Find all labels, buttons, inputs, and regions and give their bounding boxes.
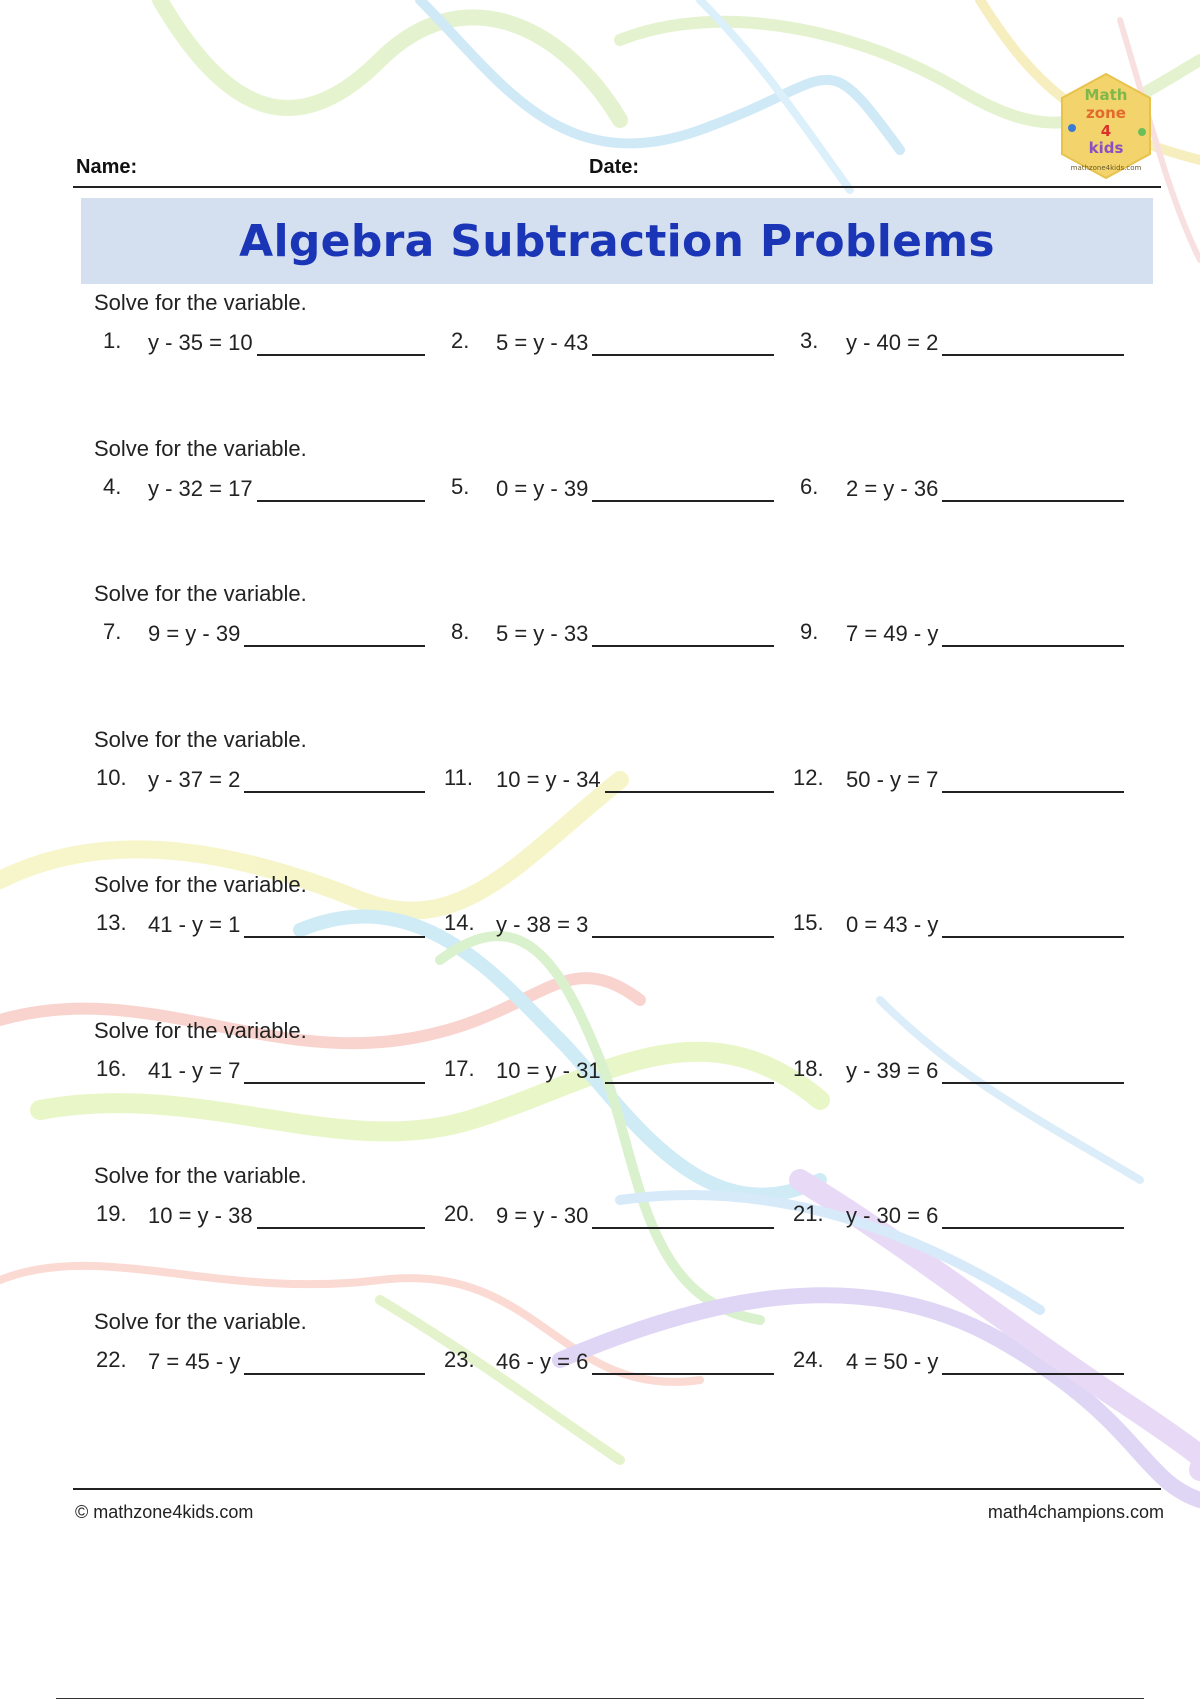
problem-equation: 4 = 50 - y: [846, 1348, 939, 1374]
answer-line[interactable]: [605, 1082, 774, 1084]
svg-text:Math: Math: [1084, 86, 1128, 104]
instruction-text: Solve for the variable.: [94, 872, 307, 897]
problem-number: 2.: [451, 328, 470, 353]
mathzone4kids-logo: [1058, 72, 1154, 180]
answer-line[interactable]: [592, 1227, 774, 1229]
problem-equation: 5 = y - 43: [496, 330, 589, 355]
problem-number: 8.: [451, 619, 470, 644]
problem-number: 23.: [444, 1346, 475, 1372]
problem-section: [0, 1018, 1200, 1158]
problem-equation: 5 = y - 33: [496, 621, 589, 646]
answer-line[interactable]: [942, 354, 1124, 356]
answer-line[interactable]: [942, 791, 1124, 793]
problem-item: [96, 1347, 425, 1387]
problem-number: 15.: [793, 910, 824, 935]
date-label: Date:: [589, 156, 640, 178]
problem-equation: 2 = y - 36: [846, 475, 939, 501]
problem-equation: y - 30 = 6: [846, 1203, 939, 1228]
problem-equation: 41 - y = 7: [148, 1057, 241, 1083]
problem-number: 22.: [96, 1346, 127, 1372]
title-banner: [81, 198, 1153, 284]
problem-section: [0, 727, 1200, 867]
problem-number: 9.: [800, 619, 819, 644]
answer-line[interactable]: [244, 1373, 425, 1375]
problem-number: 4.: [103, 473, 122, 499]
problem-equation: 7 = 49 - y: [846, 621, 939, 646]
problem-item: [451, 619, 774, 659]
problem-item: [103, 328, 425, 368]
header-rule: [73, 186, 1161, 188]
problem-item: [444, 910, 774, 950]
problem-equation: 10 = y - 34: [496, 766, 601, 792]
problem-item: [96, 765, 425, 805]
problem-number: 1.: [103, 328, 122, 353]
problem-item: [451, 328, 774, 368]
instruction-text: Solve for the variable.: [94, 1163, 307, 1188]
problem-equation: 7 = 45 - y: [148, 1348, 241, 1374]
problem-item: [103, 619, 425, 659]
answer-line[interactable]: [942, 500, 1124, 502]
problem-number: 13.: [96, 910, 127, 935]
problem-number: 12.: [793, 764, 824, 790]
problem-section: [0, 1309, 1200, 1449]
problem-item: [444, 1347, 774, 1387]
problem-equation: y - 37 = 2: [148, 766, 241, 792]
problem-equation: y - 35 = 10: [148, 330, 253, 355]
answer-line[interactable]: [257, 354, 425, 356]
answer-line[interactable]: [592, 354, 774, 356]
problem-equation: y - 38 = 3: [496, 912, 589, 937]
problem-item: [96, 910, 425, 950]
problem-item: [800, 328, 1124, 368]
name-label: Name:: [76, 156, 138, 178]
problem-item: [793, 765, 1124, 805]
instruction-text: Solve for the variable.: [94, 581, 307, 606]
answer-line[interactable]: [605, 791, 774, 793]
problem-equation: 10 = y - 31: [496, 1057, 601, 1083]
problem-item: [444, 765, 774, 805]
instruction-text: Solve for the variable.: [94, 1017, 307, 1043]
problem-number: 21.: [793, 1201, 824, 1226]
problem-equation: 41 - y = 1: [148, 912, 241, 937]
problem-section: [0, 581, 1200, 721]
answer-line[interactable]: [942, 645, 1124, 647]
problem-equation: 9 = y - 39: [148, 621, 241, 646]
answer-line[interactable]: [942, 1227, 1124, 1229]
problem-item: [96, 1056, 425, 1096]
problem-section: [0, 436, 1200, 576]
answer-line[interactable]: [592, 936, 774, 938]
problem-number: 3.: [800, 328, 819, 353]
problem-equation: 46 - y = 6: [496, 1348, 589, 1374]
problem-section: [0, 872, 1200, 1012]
problem-number: 5.: [451, 473, 470, 499]
problem-number: 20.: [444, 1201, 475, 1226]
instruction-text: Solve for the variable.: [94, 726, 307, 752]
answer-line[interactable]: [244, 645, 425, 647]
svg-text:kids: kids: [1088, 139, 1124, 157]
svg-text:zone: zone: [1086, 104, 1126, 122]
problem-number: 17.: [444, 1055, 475, 1081]
answer-line[interactable]: [942, 936, 1124, 938]
problem-item: [103, 474, 425, 514]
problem-item: [444, 1056, 774, 1096]
problem-equation: 9 = y - 30: [496, 1203, 589, 1228]
problem-number: 19.: [96, 1201, 127, 1226]
problem-equation: 0 = y - 39: [496, 475, 589, 501]
problem-item: [793, 1201, 1124, 1241]
answer-line[interactable]: [257, 1227, 425, 1229]
problem-number: 14.: [444, 910, 475, 935]
answer-line[interactable]: [244, 791, 425, 793]
problem-item: [800, 474, 1124, 514]
problem-equation: 0 = 43 - y: [846, 912, 939, 937]
problem-equation: y - 39 = 6: [846, 1057, 939, 1083]
problem-number: 24.: [793, 1346, 824, 1372]
answer-line[interactable]: [257, 500, 425, 502]
instruction-text: Solve for the variable.: [94, 435, 307, 461]
instruction-text: Solve for the variable.: [94, 1308, 307, 1334]
svg-text:mathzone4kids.com: mathzone4kids.com: [1070, 164, 1142, 172]
problem-item: [800, 619, 1124, 659]
problem-equation: y - 32 = 17: [148, 475, 253, 501]
answer-line[interactable]: [592, 645, 774, 647]
problem-item: [793, 1347, 1124, 1387]
problem-number: 11.: [444, 764, 473, 790]
instruction-text: Solve for the variable.: [94, 290, 307, 315]
worksheet-title: Algebra Subtraction Problems: [239, 215, 995, 267]
page-end-rule: [56, 1698, 1144, 1699]
problem-number: 10.: [96, 764, 127, 790]
answer-line[interactable]: [244, 1082, 425, 1084]
svg-text:4: 4: [1100, 122, 1112, 140]
footer-rule: [73, 1488, 1161, 1490]
problem-section: [0, 290, 1200, 430]
problem-number: 18.: [793, 1055, 824, 1081]
problem-item: [793, 1056, 1124, 1096]
problem-number: 6.: [800, 473, 819, 499]
problem-item: [793, 910, 1124, 950]
answer-line[interactable]: [592, 500, 774, 502]
answer-line[interactable]: [942, 1373, 1124, 1375]
problem-section: [0, 1163, 1200, 1303]
answer-line[interactable]: [592, 1373, 774, 1375]
problem-equation: 10 = y - 38: [148, 1203, 253, 1228]
answer-line[interactable]: [942, 1082, 1124, 1084]
problem-item: [444, 1201, 774, 1241]
problem-number: 16.: [96, 1055, 127, 1081]
problem-equation: 50 - y = 7: [846, 766, 939, 792]
problem-item: [96, 1201, 425, 1241]
problem-item: [451, 474, 774, 514]
footer-site: math4champions.com: [987, 1502, 1164, 1522]
footer-copyright: © mathzone4kids.com: [75, 1502, 254, 1522]
answer-line[interactable]: [244, 936, 425, 938]
problem-equation: y - 40 = 2: [846, 330, 939, 355]
problem-number: 7.: [103, 619, 122, 644]
